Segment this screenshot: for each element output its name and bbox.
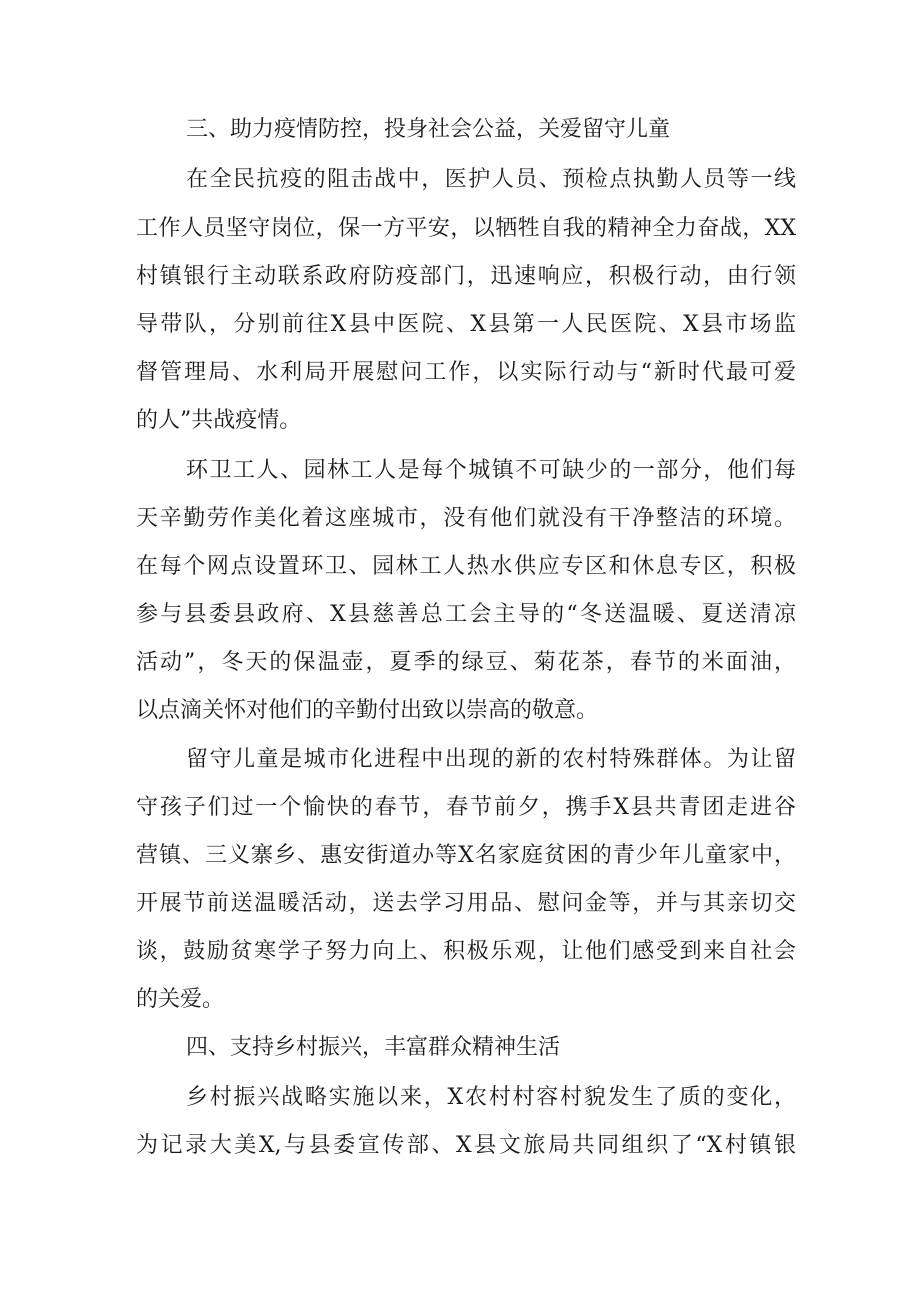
paragraph-line: 为记录大美X,与县委宣传部、X县文旅局共同组织了“X村镇银 xyxy=(136,1133,796,1158)
section-heading-3: 三、助力疫情防控，投身社会公益，关爱留守儿童 xyxy=(186,117,671,142)
paragraph-line: 在全民抗疫的阻击战中，医护人员、预检点执勤人员等一线 xyxy=(186,167,796,192)
paragraph-line: 的人”共战疫情。 xyxy=(136,408,302,433)
paragraph-line: 留守儿童是城市化进程中出现的新的农村特殊群体。为让留 xyxy=(186,747,796,772)
paragraph-line: 村镇银行主动联系政府防疫部门，迅速响应，积极行动，由行领 xyxy=(136,264,796,289)
paragraph-line: 参与县委县政府、X县慈善总工会主导的“冬送温暖、夏送清凉 xyxy=(136,602,796,627)
paragraph-line: 以点滴关怀对他们的辛勤付出致以崇高的敬意。 xyxy=(136,698,599,723)
paragraph-line: 活动”，冬天的保温壶，夏季的绿豆、菊花茶，春节的米面油， xyxy=(136,650,796,675)
paragraph-line: 环卫工人、园林工人是每个城镇不可缺少的一部分，他们每 xyxy=(186,458,796,483)
paragraph-line: 守孩子们过一个愉快的春节，春节前夕，携手X县共青团走进谷 xyxy=(136,795,796,820)
paragraph-line: 工作人员坚守岗位，保一方平安，以牺牲自我的精神全力奋战，XX xyxy=(136,216,796,241)
paragraph-line: 在每个网点设置环卫、园林工人热水供应专区和休息专区，积极 xyxy=(136,554,796,579)
paragraph-line: 的关爱。 xyxy=(136,987,225,1012)
paragraph-line: 督管理局、水利局开展慰问工作，以实际行动与“新时代最可爱 xyxy=(136,360,796,385)
paragraph-line: 天辛勤劳作美化着这座城市，没有他们就没有干净整洁的环境。 xyxy=(136,506,796,531)
paragraph-line: 导带队，分别前往X县中医院、X县第一人民医院、X县市场监 xyxy=(136,312,796,337)
paragraph-line: 谈，鼓励贫寒学子努力向上、积极乐观，让他们感受到来自社会 xyxy=(136,939,796,964)
section-heading-4: 四、支持乡村振兴，丰富群众精神生活 xyxy=(186,1035,561,1060)
paragraph-line: 开展节前送温暖活动，送去学习用品、慰问金等，并与其亲切交 xyxy=(136,891,796,916)
paragraph-line: 营镇、三义寨乡、惠安街道办等X名家庭贫困的青少年儿童家中， xyxy=(136,843,796,868)
paragraph-line: 乡村振兴战略实施以来，X农村村容村貌发生了质的变化， xyxy=(186,1085,796,1110)
